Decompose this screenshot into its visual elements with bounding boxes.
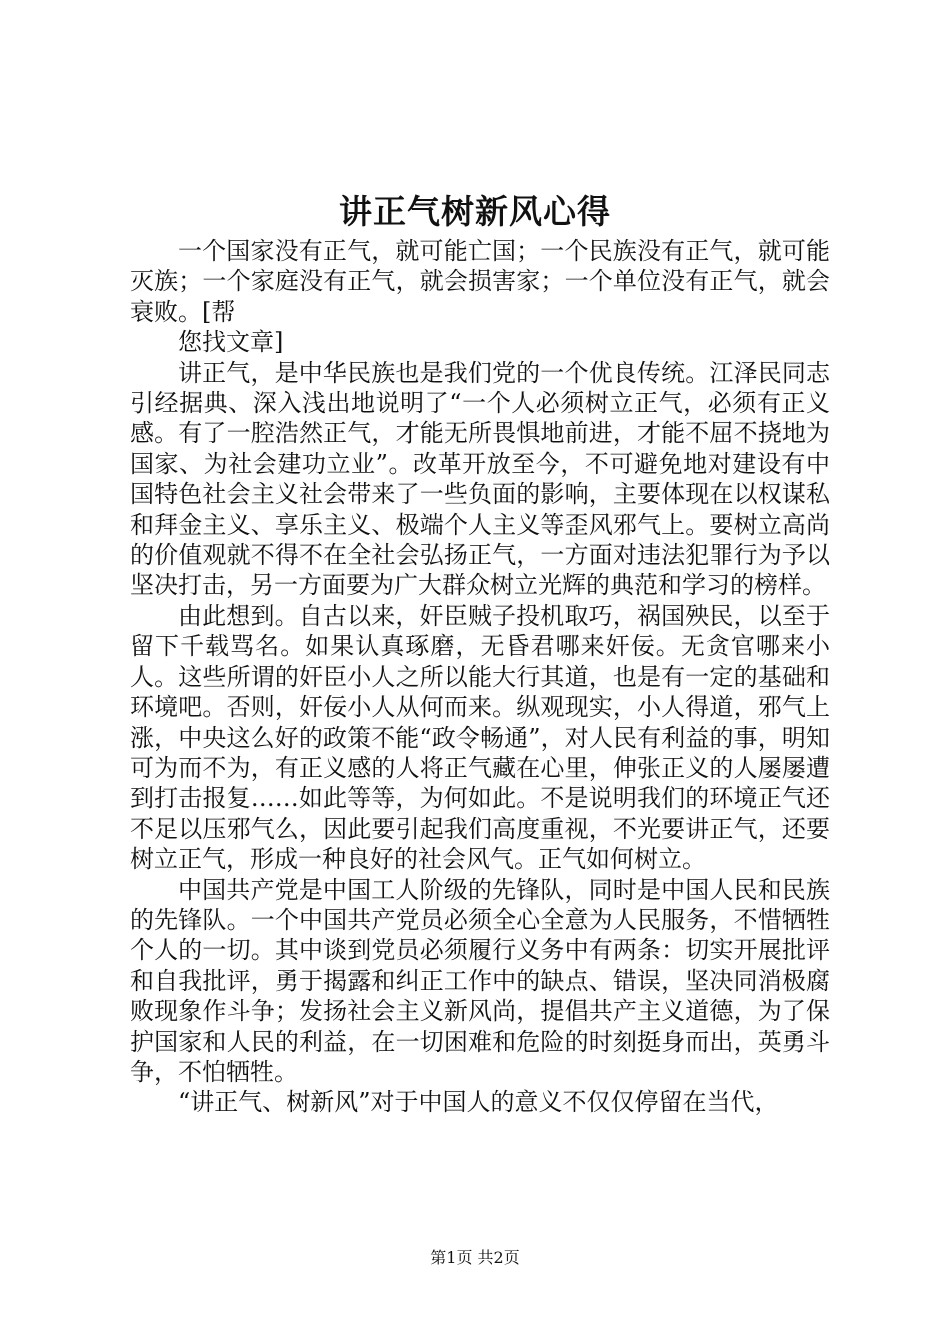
document-title: 讲正气树新风心得 [339,192,611,231]
paragraph: 中国共产党是中国工人阶级的先锋队，同时是中国人民和民族的先锋队。一个中国共产党员必须全心全意为人民服务，不惜牺牲个人的一切。其中谈到党员必须履行义务中有两条：切实开展批评和自我批评，勇于揭露和纠正工作中的缺点、错误，坚决同消极腐败现象作斗争；发扬社会主义新风尚，提倡共产主义道德，为了保护国家和人民的利益，在一切困难和危险的时刻挺身而出，英勇斗争，不怕牺牲。 [130,875,830,1086]
paragraph: 由此想到。自古以来，奸臣贼子投机取巧，祸国殃民，以至于留下千载骂名。如果认真琢磨，无昏君哪来奸佞。无贪官哪来小人。这些所谓的奸臣小人之所以能大行其道，也是有一定的基础和环境吧。否则，奸佞小人从何而来。纵观现实，小人得道，邪气上涨，中央这么好的政策不能“政令畅通”，对人民有利益的事，明知可为而不为，有正义感的人将正气藏在心里，伸张正义的人屡屡遭到打击报复……如此等等，为何如此。不是说明我们的环境正气还不足以压邪气么，因此要引起我们高度重视，不光要讲正气，还要树立正气，形成一种良好的社会风气。正气如何树立。 [130,601,830,874]
paragraph: “讲正气、树新风”对于中国人的意义不仅仅停留在当代， [178,1088,779,1117]
paragraph: 您找文章] [178,328,284,357]
document-body [130,236,830,1118]
page-number-footer: 第1页 共2页 [430,1248,520,1267]
paragraph: 一个国家没有正气，就可能亡国；一个民族没有正气，就可能灭族；一个家庭没有正气，就会损害家；一个单位没有正气，就会衰败。[帮 [130,237,830,326]
paragraph: 讲正气，是中华民族也是我们党的一个优良传统。江泽民同志引经据典、深入浅出地说明了“一个人必须树立正气，必须有正义感。有了一腔浩然正气，才能无所畏惧地前进，才能不屈不挠地为国家、为社会建功立业”。改革开放至今，不可避免地对建设有中国特色社会主义社会带来了一些负面的影响，主要体现在以权谋私和拜金主义、享乐主义、极端个人主义等歪风邪气上。要树立高尚的价值观就不得不在全社会弘扬正气，一方面对违法犯罪行为予以坚决打击，另一方面要为广大群众树立光辉的典范和学习的榜样。 [130,358,830,600]
